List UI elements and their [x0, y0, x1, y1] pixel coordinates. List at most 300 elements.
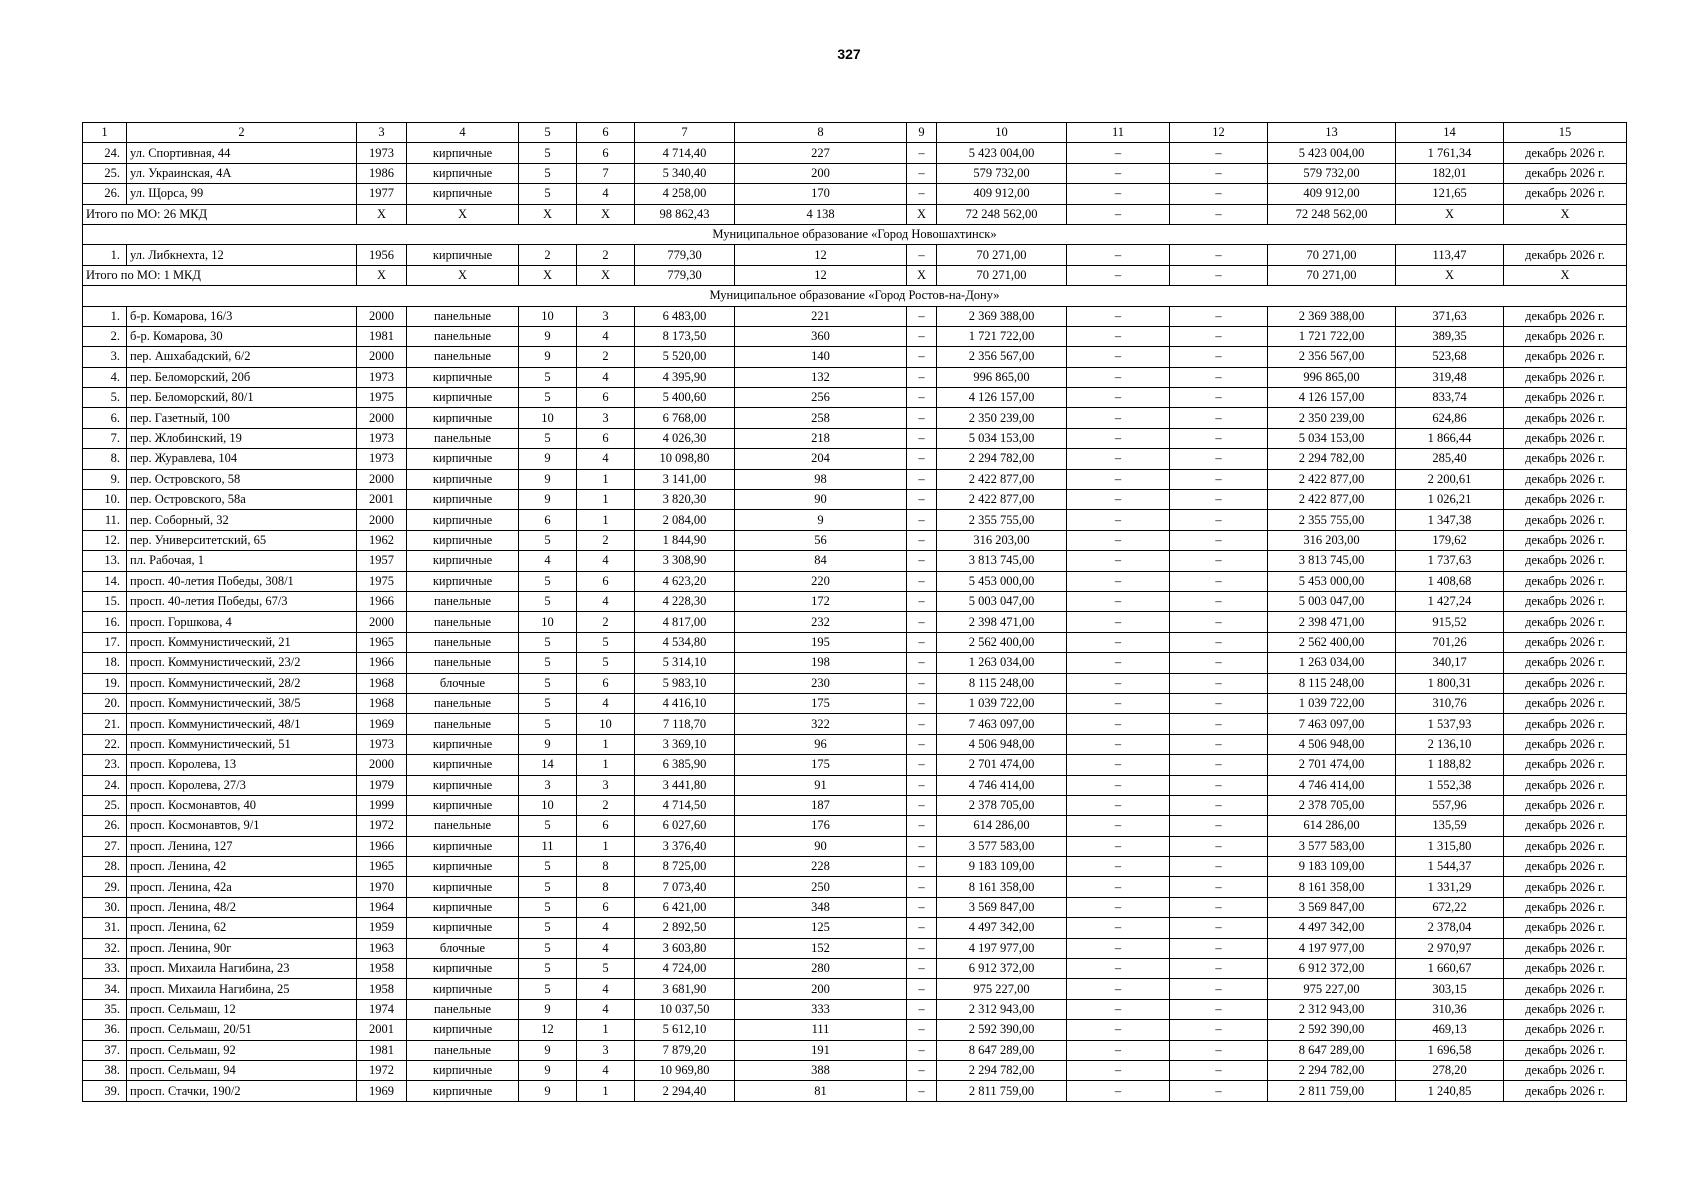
table-cell: 6: [577, 816, 635, 836]
table-cell: 24.: [83, 775, 127, 795]
table-cell: 1 039 722,00: [1268, 693, 1396, 713]
table-cell: 135,59: [1396, 816, 1504, 836]
table-cell: –: [907, 1020, 937, 1040]
table-cell: –: [1170, 449, 1268, 469]
table-cell: декабрь 2026 г.: [1504, 999, 1627, 1019]
table-cell: пер. Ашхабадский, 6/2: [127, 347, 357, 367]
table-cell: 27.: [83, 836, 127, 856]
table-cell: 176: [735, 816, 907, 836]
table-row: [83, 1060, 1627, 1080]
table-cell: кирпичные: [407, 877, 519, 897]
table-row: [83, 469, 1627, 489]
table-cell: 409 912,00: [937, 184, 1067, 204]
table-cell: просп. Коммунистический, 28/2: [127, 673, 357, 693]
table-cell: –: [907, 571, 937, 591]
municipality-heading: Муниципальное образование «Город Ростов-на-Дону»: [83, 286, 1627, 306]
table-cell: 1: [577, 490, 635, 510]
table-cell: –: [1170, 714, 1268, 734]
table-cell: 6: [577, 428, 635, 448]
table-cell: 10: [577, 714, 635, 734]
table-cell: декабрь 2026 г.: [1504, 714, 1627, 734]
table-cell: 4 026,30: [635, 428, 735, 448]
table-cell: просп. Сельмаш, 12: [127, 999, 357, 1019]
table-cell: –: [907, 367, 937, 387]
total-cell: X: [357, 204, 407, 224]
table-cell: 8: [577, 857, 635, 877]
table-cell: декабрь 2026 г.: [1504, 571, 1627, 591]
table-cell: 3 603,80: [635, 938, 735, 958]
total-cell: X: [519, 265, 577, 285]
table-cell: 779,30: [635, 245, 735, 265]
table-cell: –: [1170, 918, 1268, 938]
table-cell: –: [1067, 795, 1170, 815]
table-cell: 2 200,61: [1396, 469, 1504, 489]
table-cell: 2 294 782,00: [937, 449, 1067, 469]
table-cell: 10: [519, 795, 577, 815]
table-cell: 6: [577, 388, 635, 408]
table-cell: 1 721 722,00: [1268, 326, 1396, 346]
table-cell: –: [1067, 530, 1170, 550]
table-cell: декабрь 2026 г.: [1504, 795, 1627, 815]
table-cell: –: [907, 388, 937, 408]
table-cell: декабрь 2026 г.: [1504, 959, 1627, 979]
table-cell: 12: [735, 245, 907, 265]
table-cell: 1 800,31: [1396, 673, 1504, 693]
table-cell: –: [907, 449, 937, 469]
table-cell: –: [1170, 428, 1268, 448]
table-cell: –: [1170, 551, 1268, 571]
column-number-cell: 2: [127, 123, 357, 143]
table-cell: 9 183 109,00: [1268, 857, 1396, 877]
table-cell: 2 422 877,00: [1268, 490, 1396, 510]
table-cell: декабрь 2026 г.: [1504, 612, 1627, 632]
table-cell: 1975: [357, 571, 407, 591]
table-cell: –: [1067, 1020, 1170, 1040]
table-cell: кирпичные: [407, 184, 519, 204]
table-cell: 1986: [357, 163, 407, 183]
table-cell: просп. Ленина, 42: [127, 857, 357, 877]
table-cell: панельные: [407, 816, 519, 836]
table-cell: 113,47: [1396, 245, 1504, 265]
table-cell: кирпичные: [407, 551, 519, 571]
table-cell: 182,01: [1396, 163, 1504, 183]
table-cell: 1977: [357, 184, 407, 204]
table-cell: 1 026,21: [1396, 490, 1504, 510]
table-cell: 5: [519, 897, 577, 917]
table-cell: –: [1170, 877, 1268, 897]
table-cell: –: [907, 347, 937, 367]
table-cell: 132: [735, 367, 907, 387]
table-cell: 409 912,00: [1268, 184, 1396, 204]
total-cell: –: [1170, 265, 1268, 285]
table-cell: 8.: [83, 449, 127, 469]
table-cell: 1963: [357, 938, 407, 958]
table-cell: 5: [577, 653, 635, 673]
column-number-cell: 9: [907, 123, 937, 143]
table-cell: 200: [735, 979, 907, 999]
table-cell: 28.: [83, 857, 127, 877]
table-cell: пер. Университетский, 65: [127, 530, 357, 550]
table-cell: –: [1170, 938, 1268, 958]
table-cell: 1981: [357, 1040, 407, 1060]
total-cell: X: [519, 204, 577, 224]
table-cell: –: [1067, 755, 1170, 775]
table-cell: кирпичные: [407, 897, 519, 917]
table-cell: –: [1067, 1060, 1170, 1080]
total-cell: X: [357, 265, 407, 285]
table-cell: 187: [735, 795, 907, 815]
table-cell: 179,62: [1396, 530, 1504, 550]
table-row: [83, 530, 1627, 550]
table-cell: 624,86: [1396, 408, 1504, 428]
table-cell: –: [1067, 918, 1170, 938]
table-cell: 3 308,90: [635, 551, 735, 571]
table-cell: –: [1170, 979, 1268, 999]
municipality-heading-row: [83, 286, 1627, 306]
table-cell: 2 811 759,00: [937, 1081, 1067, 1101]
table-cell: 9: [519, 999, 577, 1019]
table-cell: –: [1170, 653, 1268, 673]
table-cell: 5: [577, 632, 635, 652]
table-row: [83, 755, 1627, 775]
table-cell: 4: [519, 551, 577, 571]
table-cell: 4 497 342,00: [937, 918, 1067, 938]
table-cell: –: [907, 734, 937, 754]
total-cell: X: [577, 204, 635, 224]
table-cell: –: [907, 591, 937, 611]
table-cell: 310,76: [1396, 693, 1504, 713]
table-cell: 319,48: [1396, 367, 1504, 387]
table-cell: –: [1067, 306, 1170, 326]
table-cell: –: [907, 1081, 937, 1101]
table-cell: декабрь 2026 г.: [1504, 653, 1627, 673]
table-cell: 3 369,10: [635, 734, 735, 754]
table-cell: декабрь 2026 г.: [1504, 938, 1627, 958]
table-cell: просп. Ленина, 42а: [127, 877, 357, 897]
table-row: [83, 367, 1627, 387]
table-row: [83, 306, 1627, 326]
table-row: [83, 816, 1627, 836]
table-row: [83, 673, 1627, 693]
table-cell: 9: [519, 347, 577, 367]
table-cell: 29.: [83, 877, 127, 897]
table-cell: –: [1067, 490, 1170, 510]
table-cell: –: [1067, 693, 1170, 713]
table-cell: –: [1067, 591, 1170, 611]
table-cell: 5 453 000,00: [937, 571, 1067, 591]
table-cell: –: [1067, 816, 1170, 836]
table-cell: 9: [735, 510, 907, 530]
table-cell: просп. Ленина, 48/2: [127, 897, 357, 917]
housing-register-table: [82, 122, 1627, 1102]
table-cell: –: [1170, 408, 1268, 428]
table-cell: –: [1170, 388, 1268, 408]
table-cell: 2 356 567,00: [1268, 347, 1396, 367]
table-cell: 198: [735, 653, 907, 673]
table-cell: 12.: [83, 530, 127, 550]
table-cell: 310,36: [1396, 999, 1504, 1019]
table-cell: 14.: [83, 571, 127, 591]
table-cell: 1: [577, 755, 635, 775]
table-cell: 5.: [83, 388, 127, 408]
table-cell: 91: [735, 775, 907, 795]
table-cell: 1972: [357, 1060, 407, 1080]
table-cell: 2 350 239,00: [937, 408, 1067, 428]
table-cell: –: [1067, 877, 1170, 897]
table-cell: –: [907, 469, 937, 489]
table-cell: 5: [519, 673, 577, 693]
table-cell: 25.: [83, 163, 127, 183]
table-cell: 2 294 782,00: [1268, 1060, 1396, 1080]
table-cell: 3 813 745,00: [1268, 551, 1396, 571]
table-cell: –: [907, 857, 937, 877]
table-cell: 12: [519, 1020, 577, 1040]
table-cell: –: [1170, 490, 1268, 510]
table-cell: 9.: [83, 469, 127, 489]
table-cell: 4: [577, 918, 635, 938]
table-cell: 2 378 705,00: [937, 795, 1067, 815]
table-cell: декабрь 2026 г.: [1504, 632, 1627, 652]
table-cell: –: [1067, 143, 1170, 163]
table-cell: 98: [735, 469, 907, 489]
table-cell: 1.: [83, 245, 127, 265]
table-row: [83, 184, 1627, 204]
table-cell: 2 701 474,00: [937, 755, 1067, 775]
total-cell: –: [1067, 265, 1170, 285]
table-cell: 701,26: [1396, 632, 1504, 652]
table-cell: 5 034 153,00: [1268, 428, 1396, 448]
table-cell: 2 084,00: [635, 510, 735, 530]
table-cell: –: [1170, 632, 1268, 652]
table-cell: –: [1067, 612, 1170, 632]
table-cell: 37.: [83, 1040, 127, 1060]
table-cell: –: [907, 326, 937, 346]
table-cell: –: [907, 673, 937, 693]
table-cell: 5 003 047,00: [1268, 591, 1396, 611]
table-cell: 2 422 877,00: [1268, 469, 1396, 489]
table-cell: 4 746 414,00: [1268, 775, 1396, 795]
table-cell: –: [907, 551, 937, 571]
table-cell: декабрь 2026 г.: [1504, 897, 1627, 917]
table-cell: –: [1170, 143, 1268, 163]
table-cell: пер. Беломорский, 20б: [127, 367, 357, 387]
table-cell: 4: [577, 1060, 635, 1080]
table-cell: 1 721 722,00: [937, 326, 1067, 346]
table-cell: 140: [735, 347, 907, 367]
table-cell: –: [1170, 1081, 1268, 1101]
table-cell: ул. Щорса, 99: [127, 184, 357, 204]
table-cell: 250: [735, 877, 907, 897]
table-row: [83, 653, 1627, 673]
table-cell: 34.: [83, 979, 127, 999]
table-cell: 2 294,40: [635, 1081, 735, 1101]
table-cell: 996 865,00: [937, 367, 1067, 387]
table-cell: 340,17: [1396, 653, 1504, 673]
table-cell: кирпичные: [407, 408, 519, 428]
table-cell: 125: [735, 918, 907, 938]
table-cell: 2000: [357, 612, 407, 632]
table-cell: 4 714,40: [635, 143, 735, 163]
table-cell: 1 039 722,00: [937, 693, 1067, 713]
table-cell: –: [1170, 612, 1268, 632]
table-cell: 2001: [357, 490, 407, 510]
table-cell: 5 520,00: [635, 347, 735, 367]
table-cell: –: [1067, 673, 1170, 693]
total-cell: 70 271,00: [1268, 265, 1396, 285]
table-cell: –: [1067, 897, 1170, 917]
table-cell: декабрь 2026 г.: [1504, 693, 1627, 713]
table-cell: декабрь 2026 г.: [1504, 755, 1627, 775]
table-cell: 170: [735, 184, 907, 204]
table-cell: –: [1067, 245, 1170, 265]
column-number-cell: 10: [937, 123, 1067, 143]
table-cell: 4 623,20: [635, 571, 735, 591]
table-row: [83, 591, 1627, 611]
table-cell: 5 034 153,00: [937, 428, 1067, 448]
table-cell: 1 544,37: [1396, 857, 1504, 877]
table-cell: 5 340,40: [635, 163, 735, 183]
total-cell: X: [1504, 265, 1627, 285]
table-cell: 2 892,50: [635, 918, 735, 938]
table-cell: 7.: [83, 428, 127, 448]
table-cell: –: [1067, 551, 1170, 571]
table-cell: –: [1170, 673, 1268, 693]
table-cell: 5 003 047,00: [937, 591, 1067, 611]
table-row: [83, 326, 1627, 346]
table-cell: 5: [519, 428, 577, 448]
table-cell: –: [907, 816, 937, 836]
table-cell: –: [907, 897, 937, 917]
table-cell: 1970: [357, 877, 407, 897]
table-cell: кирпичные: [407, 163, 519, 183]
table-cell: 111: [735, 1020, 907, 1040]
table-cell: просп. Коммунистический, 38/5: [127, 693, 357, 713]
table-cell: 4 714,50: [635, 795, 735, 815]
table-cell: 5 423 004,00: [937, 143, 1067, 163]
table-row: [83, 999, 1627, 1019]
table-cell: 278,20: [1396, 1060, 1504, 1080]
table-cell: –: [1067, 999, 1170, 1019]
table-cell: 3 681,90: [635, 979, 735, 999]
table-cell: 3 813 745,00: [937, 551, 1067, 571]
table-cell: 5: [519, 591, 577, 611]
table-cell: просп. Сельмаш, 92: [127, 1040, 357, 1060]
table-cell: 1973: [357, 449, 407, 469]
table-cell: 285,40: [1396, 449, 1504, 469]
total-label: Итого по МО: 26 МКД: [83, 204, 357, 224]
table-cell: 975 227,00: [1268, 979, 1396, 999]
table-cell: 3 820,30: [635, 490, 735, 510]
table-cell: просп. Коммунистический, 21: [127, 632, 357, 652]
table-cell: 1965: [357, 857, 407, 877]
table-cell: 915,52: [1396, 612, 1504, 632]
table-cell: –: [1170, 897, 1268, 917]
table-cell: –: [1067, 449, 1170, 469]
table-cell: –: [1067, 428, 1170, 448]
table-cell: 84: [735, 551, 907, 571]
table-cell: 4 228,30: [635, 591, 735, 611]
table-cell: декабрь 2026 г.: [1504, 347, 1627, 367]
table-cell: пер. Газетный, 100: [127, 408, 357, 428]
table-cell: 1958: [357, 959, 407, 979]
table-cell: –: [1170, 163, 1268, 183]
table-cell: декабрь 2026 г.: [1504, 775, 1627, 795]
table-cell: 6: [577, 143, 635, 163]
table-cell: 5: [519, 816, 577, 836]
table-cell: декабрь 2026 г.: [1504, 1060, 1627, 1080]
table-row: [83, 571, 1627, 591]
table-cell: –: [1067, 632, 1170, 652]
table-cell: –: [907, 408, 937, 428]
table-cell: –: [1067, 836, 1170, 856]
table-cell: панельные: [407, 1040, 519, 1060]
table-cell: 1973: [357, 428, 407, 448]
table-cell: декабрь 2026 г.: [1504, 449, 1627, 469]
table-cell: декабрь 2026 г.: [1504, 877, 1627, 897]
table-cell: 4 506 948,00: [1268, 734, 1396, 754]
table-cell: 26.: [83, 816, 127, 836]
column-number-cell: 15: [1504, 123, 1627, 143]
table-cell: просп. Ленина, 62: [127, 918, 357, 938]
table-cell: 1 347,38: [1396, 510, 1504, 530]
table-cell: 1974: [357, 999, 407, 1019]
table-cell: 18.: [83, 653, 127, 673]
table-row: [83, 775, 1627, 795]
table-cell: просп. Космонавтов, 40: [127, 795, 357, 815]
table-cell: 5 453 000,00: [1268, 571, 1396, 591]
table-cell: 7: [577, 163, 635, 183]
table-cell: 6: [577, 571, 635, 591]
table-cell: 2 422 877,00: [937, 469, 1067, 489]
table-cell: 1 315,80: [1396, 836, 1504, 856]
total-cell: 70 271,00: [937, 265, 1067, 285]
table-cell: 81: [735, 1081, 907, 1101]
table-cell: –: [907, 1040, 937, 1060]
table-cell: 3 569 847,00: [1268, 897, 1396, 917]
table-cell: 96: [735, 734, 907, 754]
total-cell: 12: [735, 265, 907, 285]
table-cell: 6 912 372,00: [1268, 959, 1396, 979]
table-cell: 5: [577, 959, 635, 979]
table-cell: –: [907, 959, 937, 979]
table-cell: 4 126 157,00: [1268, 388, 1396, 408]
table-cell: декабрь 2026 г.: [1504, 408, 1627, 428]
table-cell: кирпичные: [407, 918, 519, 938]
table-cell: –: [907, 653, 937, 673]
table-cell: пер. Журавлева, 104: [127, 449, 357, 469]
column-number-cell: 3: [357, 123, 407, 143]
table-cell: 557,96: [1396, 795, 1504, 815]
table-cell: декабрь 2026 г.: [1504, 245, 1627, 265]
table-row: [83, 347, 1627, 367]
table-cell: 1958: [357, 979, 407, 999]
table-cell: 90: [735, 836, 907, 856]
table-row: [83, 449, 1627, 469]
table-cell: 1968: [357, 693, 407, 713]
table-cell: 20.: [83, 693, 127, 713]
table-cell: 4 817,00: [635, 612, 735, 632]
table-cell: 4 497 342,00: [1268, 918, 1396, 938]
table-cell: 614 286,00: [1268, 816, 1396, 836]
table-cell: 26.: [83, 184, 127, 204]
table-cell: 1973: [357, 734, 407, 754]
table-cell: 14: [519, 755, 577, 775]
table-cell: 4 506 948,00: [937, 734, 1067, 754]
table-cell: декабрь 2026 г.: [1504, 184, 1627, 204]
table-cell: панельные: [407, 347, 519, 367]
table-cell: 371,63: [1396, 306, 1504, 326]
table-cell: –: [1067, 510, 1170, 530]
